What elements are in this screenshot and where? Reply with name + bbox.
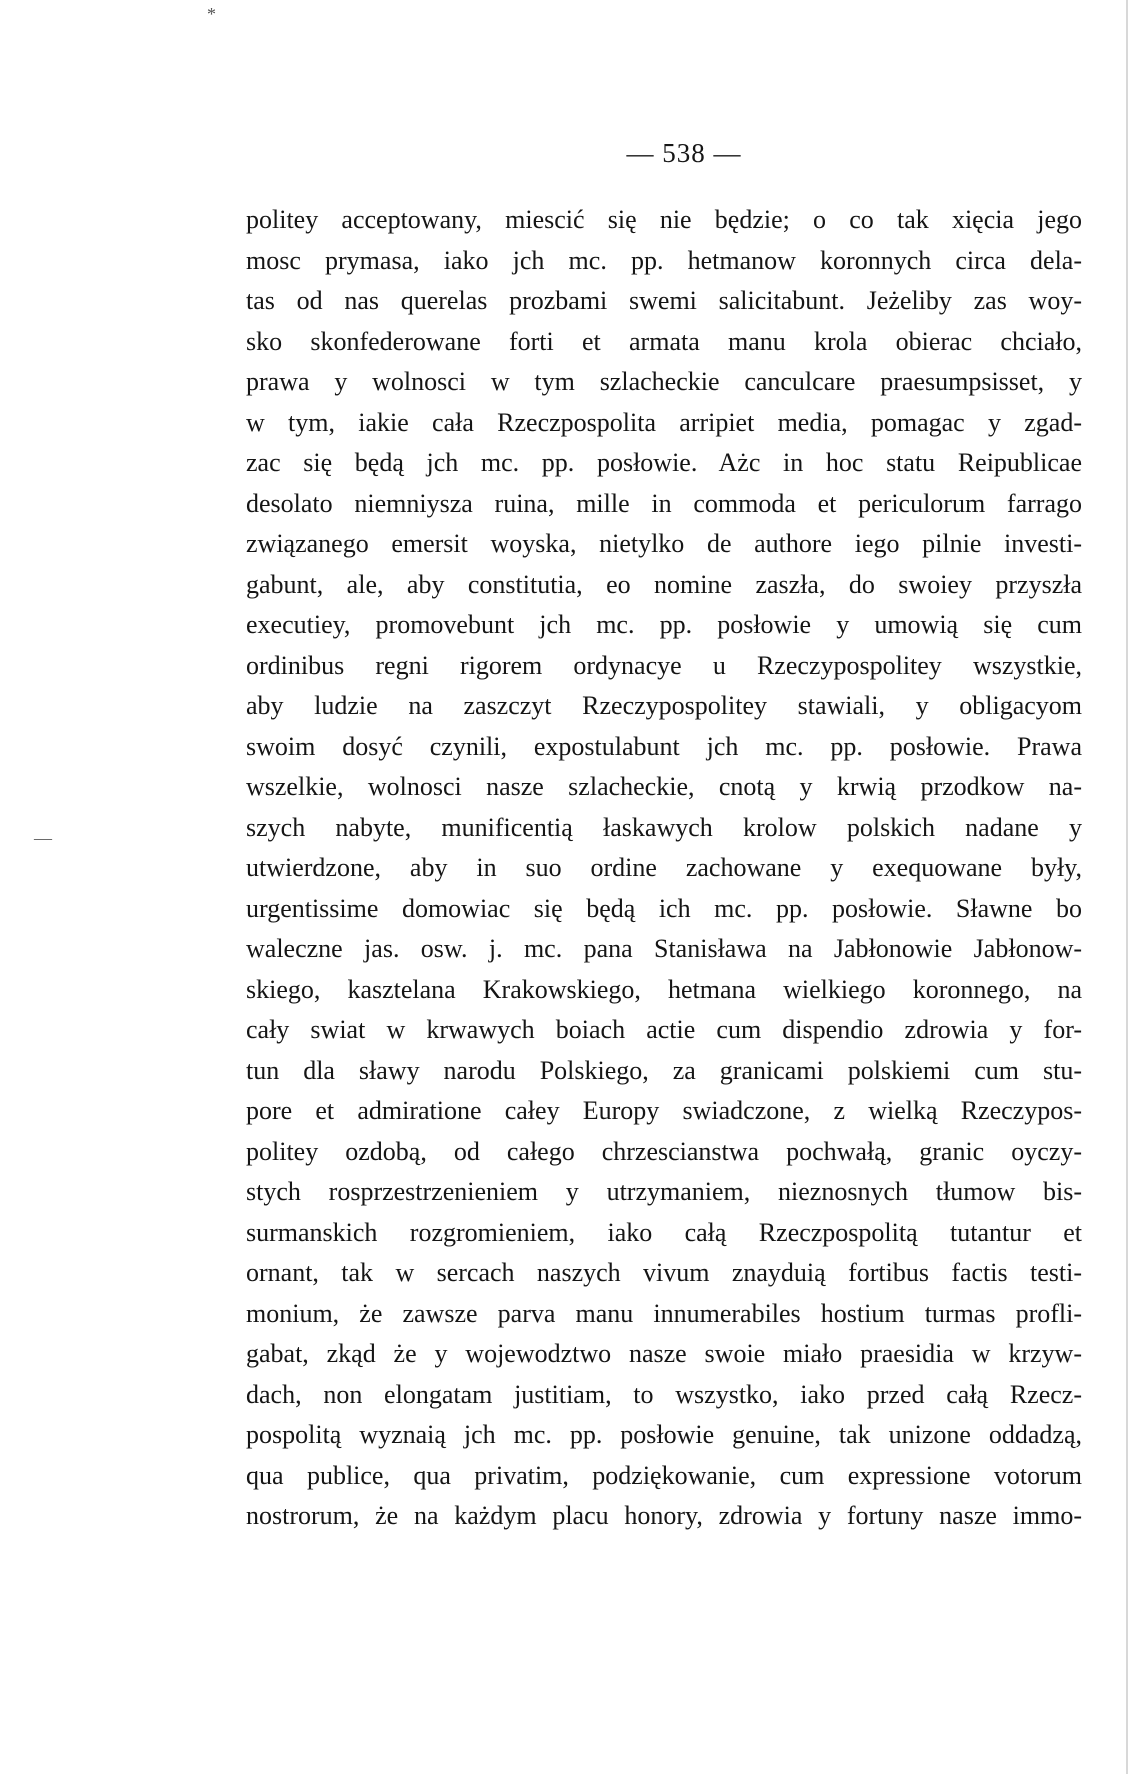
text-line: w tym, iakie cała Rzeczpospolita arripiet media, pomagac y zgad-	[246, 407, 1082, 437]
text-line: skiego, kasztelana Krakowskiego, hetmana wielkiego koronnego, na	[246, 974, 1082, 1004]
text-line: surmanskich rozgromieniem, iako całą Rzeczpospolitą tutantur et	[246, 1217, 1082, 1247]
text-line: qua publice, qua privatim, podziękowanie, cum expressione votorum	[246, 1460, 1082, 1490]
text-line: tas od nas querelas prozbami swemi salicitabunt. Jeżeliby zas woy-	[246, 286, 1082, 315]
text-line: executiey, promovebunt jch mc. pp. posłowie y umowią się cum	[246, 610, 1082, 639]
text-line: prawa y wolnosci w tym szlacheckie canculcare praesumpsisset, y	[246, 367, 1082, 396]
body-text	[246, 200, 1082, 1537]
text-line: tun dla sławy narodu Polskiego, za granicami polskiemi cum stu-	[246, 1055, 1082, 1085]
text-line: mosc prymasa, iako jch mc. pp. hetmanow koronnych circa dela-	[246, 245, 1082, 275]
text-line: dach, non elongatam justitiam, to wszystko, iako przed całą Rzecz-	[246, 1379, 1082, 1409]
text-line: monium, że zawsze parva manu innumerabiles hostium turmas profli-	[246, 1298, 1082, 1328]
text-line: pospolitą wyznaią jch mc. pp. posłowie genuine, tak unizone oddadzą,	[246, 1420, 1082, 1449]
text-line: związanego emersit woyska, nietylko de authore iego pilnie investi-	[246, 529, 1082, 558]
text-line: gabunt, ale, aby constitutia, eo nomine zaszła, do swoiey przyszła	[246, 569, 1082, 599]
page-number: — 538 —	[626, 138, 742, 168]
margin-mark-left: —	[34, 828, 52, 848]
text-line: sko skonfederowane forti et armata manu krola obierac chciało,	[246, 326, 1082, 356]
text-line: swoim dosyć czynili, expostulabunt jch mc. pp. posłowie. Prawa	[246, 731, 1082, 761]
text-line: zac się będą jch mc. pp. posłowie. Ażc in hoc statu Reipublicae	[246, 448, 1082, 477]
text-line: pore et admiratione całey Europy swiadczone, z wielką Rzeczypos-	[246, 1096, 1082, 1125]
page-edge-line	[1126, 0, 1128, 1774]
text-line: wszelkie, wolnosci nasze szlacheckie, cnotą y krwią przodkow na-	[246, 772, 1082, 801]
text-line: cały swiat w krwawych boiach actie cum dispendio zdrowia y for-	[246, 1015, 1082, 1044]
text-line: waleczne jas. osw. j. mc. pana Stanisława na Jabłonowie Jabłonow-	[246, 934, 1082, 963]
text-line: gabat, zkąd że y wojewodztwo nasze swoie miało praesidia w krzyw-	[246, 1339, 1082, 1368]
text-line: ornant, tak w sercach naszych vivum znayduią fortibus factis testi-	[246, 1258, 1082, 1287]
text-line: ordinibus regni rigorem ordynacye u Rzeczypospolitey wszystkie,	[246, 650, 1082, 680]
margin-mark-top: *	[207, 4, 216, 24]
text-line: utwierdzone, aby in suo ordine zachowane y exequowane były,	[246, 853, 1082, 882]
text-line: desolato niemniysza ruina, mille in commoda et periculorum farrago	[246, 488, 1082, 518]
text-line: stych rosprzestrzenieniem y utrzymaniem, nieznosnych tłumow bis-	[246, 1177, 1082, 1206]
text-line: urgentissime domowiac się będą ich mc. pp. posłowie. Sławne bo	[246, 893, 1082, 923]
text-line: politey acceptowany, miescić się nie będzie; o co tak xięcia jego	[246, 205, 1082, 234]
text-line: politey ozdobą, od całego chrzescianstwa pochwałą, granic oyczy-	[246, 1136, 1082, 1166]
text-line: nostrorum, że na każdym placu honory, zdrowia y fortuny nasze immo-	[246, 1501, 1082, 1530]
text-line: szych nabyte, munificentią łaskawych krolow polskich nadane y	[246, 812, 1082, 842]
text-line: aby ludzie na zaszczyt Rzeczypospolitey stawiali, y obligacyom	[246, 691, 1082, 720]
